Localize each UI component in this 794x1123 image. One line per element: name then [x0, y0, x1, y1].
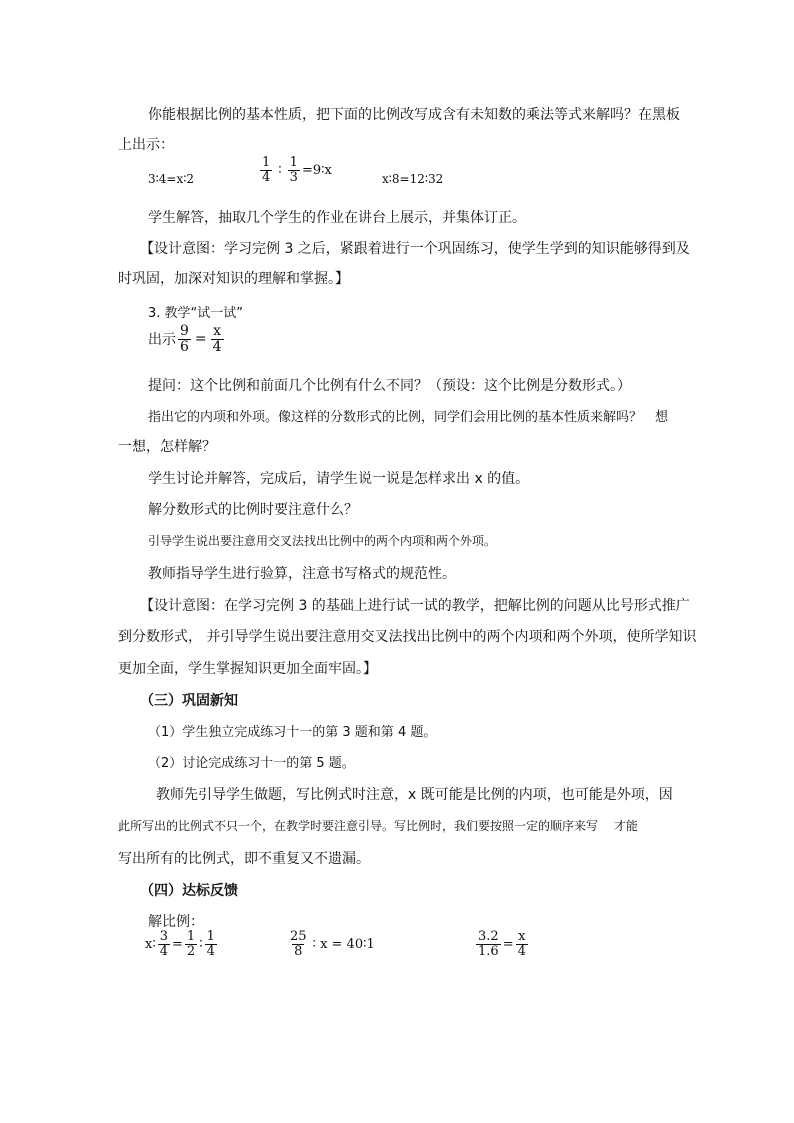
- numerator: 1: [289, 155, 298, 170]
- solve-label: 解比例：: [148, 914, 204, 930]
- numerator: 9: [180, 323, 189, 339]
- denominator: 4: [206, 943, 215, 959]
- paragraph-line: 写出所有的比例式，即不重复又不遗漏。: [118, 851, 370, 867]
- proportion-tail: =9∶x: [301, 162, 332, 178]
- list-item: （2）讨论完成练习十一的第 5 题。: [148, 756, 355, 771]
- solve-problem-1: [145, 930, 219, 958]
- numerator: 1: [206, 929, 215, 944]
- solve-problem-2: [286, 930, 375, 958]
- fraction: [260, 156, 272, 184]
- show-label: 出示: [148, 332, 176, 349]
- denominator: 4: [262, 169, 271, 185]
- denominator: 2: [186, 943, 196, 959]
- denominator: 1.6: [478, 943, 499, 959]
- numerator: 1: [186, 929, 196, 944]
- solve-problem-3: [474, 930, 530, 958]
- paragraph-line: 学生讨论并解答，完成后，请学生说一说是怎样求出 x 的值。: [148, 471, 530, 487]
- fraction: [211, 324, 224, 354]
- ratio-sign: ∶: [199, 936, 203, 952]
- paragraph-line: 提问：这个比例和前面几个比例有什么不同？（预设：这个比例是分数形式。）: [148, 378, 631, 394]
- paragraph-line: 上出示：: [118, 137, 174, 153]
- denominator: 3: [289, 169, 298, 185]
- denominator: 6: [180, 338, 189, 355]
- fraction: [288, 930, 309, 958]
- design-note-line: 到分数形式， 并引导学生说出要注意用交叉法找出比例中的两个内项和两个外项，使所学知识: [118, 629, 697, 645]
- section-heading: 3. 教学“试一试”: [148, 306, 244, 321]
- design-note-line: 更加全面，学生掌握知识更加全面牢固。】: [118, 661, 377, 677]
- paragraph-line: 引导学生说出要注意用交叉法找出比例中的两个内项和两个外项。: [148, 534, 497, 548]
- paragraph-line: 你能根据比例的基本性质，把下面的比例改写成含有未知数的乘法等式来解吗？在黑板: [148, 107, 680, 123]
- numerator: x: [518, 929, 526, 944]
- paragraph-line: 此所写出的比例式不只一个，在教学时要注意引导。写比例时，我们要按照一定的顺序来写 才能: [118, 819, 638, 833]
- design-note-line: 【设计意图：在学习完例 3 的基础上进行试一试的教学，把解比例的问题从比号形式推广: [140, 598, 690, 614]
- design-note-line: 【设计意图：学习完例 3 之后，紧跟着进行一个巩固练习，使学生学到的知识能够得到及: [140, 241, 690, 257]
- numerator: 3.2: [478, 929, 499, 944]
- equals-sign: =: [194, 331, 207, 348]
- fraction: [205, 930, 217, 958]
- fraction: [476, 930, 501, 958]
- equals-sign: =: [502, 936, 514, 952]
- numerator: x: [213, 323, 222, 339]
- section-heading: （三）巩固新知: [140, 693, 238, 709]
- denominator: 4: [159, 943, 168, 959]
- paragraph-line: 解分数形式的比例时要注意什么？: [148, 502, 358, 518]
- numerator: 25: [290, 929, 307, 944]
- denominator: 4: [517, 943, 526, 959]
- denominator: 4: [212, 338, 222, 355]
- fraction: [516, 930, 528, 958]
- fraction: [185, 930, 197, 958]
- ratio-sign: ∶: [278, 162, 282, 178]
- paragraph-line: 学生解答，抽取几个学生的作业在讲台上展示，并集体订正。: [148, 210, 526, 226]
- fraction: [178, 324, 191, 354]
- section-heading: （四）达标反馈: [140, 883, 238, 899]
- variable-ratio: x∶: [145, 936, 156, 952]
- paragraph-line: 一想，怎样解？: [118, 439, 216, 455]
- show-fraction-equation: [148, 324, 226, 354]
- numerator: 1: [262, 155, 271, 170]
- proportion-example-2: [258, 156, 332, 184]
- paragraph-line: 教师先引导学生做题，写比例式时注意，x 既可能是比例的内项，也可能是外项，因: [156, 787, 673, 803]
- proportion-example-3: x∶8=12∶32: [382, 172, 444, 186]
- design-note-line: 时巩固，加深对知识的理解和掌握。】: [118, 271, 349, 287]
- list-item: （1）学生独立完成练习十一的第 3 题和第 4 题。: [148, 725, 437, 740]
- proportion-tail: ∶ x = 40∶1: [312, 936, 375, 952]
- paragraph-line: 指出它的内项和外项。像这样的分数形式的比例，同学们会用比例的基本性质来解吗？ 想: [148, 410, 669, 425]
- numerator: 3: [159, 929, 168, 944]
- paragraph-line: 教师指导学生进行验算，注意书写格式的规范性。: [148, 566, 456, 582]
- fraction: [288, 156, 300, 184]
- denominator: 8: [294, 943, 303, 959]
- equals-sign: =: [172, 936, 183, 952]
- fraction: [158, 930, 170, 958]
- proportion-example-1: 3∶4=x∶2: [148, 172, 194, 186]
